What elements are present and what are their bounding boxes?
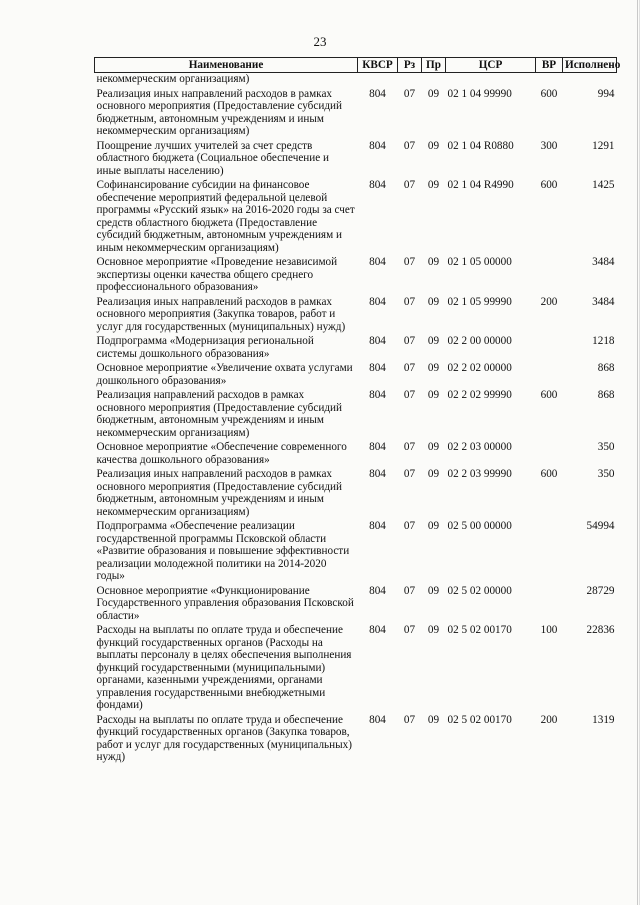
- table-row: [95, 73, 617, 87]
- cell-executed: 868: [597, 362, 615, 374]
- header-csr: ЦСР: [446, 58, 536, 73]
- cell-executed: 3484: [592, 295, 615, 308]
- cell-rz: 07: [403, 139, 416, 152]
- cell-kvsr: 804: [369, 624, 386, 636]
- cell-name: Подпрограмма «Обеспечение реализации государственной программы Псковской области «Развитие образования и повышение эффективности реализации молодежной политики на 2014-2020 годы»: [96, 520, 350, 582]
- cell-name: Расходы на выплаты по оплате труда и обеспечение функций государственных органов (Расходы на выплаты персоналу в целях обеспечения выполнения функций государственными (муниципальными) органами, казенными учреждениями, органами управления государственными внебюджетными фондами): [96, 624, 352, 711]
- cell-rz: 07: [403, 441, 416, 453]
- cell-csr: 02 2 02 99990: [447, 389, 512, 401]
- cell-rz: 07: [403, 335, 416, 347]
- cell-vr: 100: [540, 624, 558, 636]
- cell-csr: 02 5 02 00000: [447, 584, 512, 597]
- cell-vr: 300: [540, 139, 558, 152]
- cell-pr: 09: [427, 179, 440, 191]
- cell-executed: 350: [597, 468, 615, 480]
- cell-rz: 07: [403, 624, 416, 636]
- cell-name: Основное мероприятие «Увеличение охвата услугами дошкольного образования»: [96, 362, 353, 387]
- cell-name: Основное мероприятие «Функционирование Государственного управления образования Псковской области»: [96, 584, 354, 622]
- table-row: [95, 584, 617, 624]
- header-name: Наименование: [95, 58, 358, 73]
- cell-kvsr: 804: [369, 139, 386, 152]
- header-pr: Пр: [422, 58, 446, 73]
- cell-kvsr: 804: [369, 441, 386, 453]
- cell-csr: [446, 73, 536, 87]
- table-row: [95, 255, 617, 295]
- cell-rz: 07: [403, 713, 416, 726]
- cell-pr: 09: [427, 584, 440, 597]
- cell-executed: 1319: [592, 713, 615, 726]
- cell-pr: 09: [427, 713, 440, 726]
- cell-csr: 02 1 04 R0880: [447, 139, 514, 152]
- cell-csr: 02 1 04 R4990: [447, 179, 514, 191]
- cell-rz: 07: [403, 179, 416, 191]
- cell-rz: 07: [403, 584, 416, 597]
- cell-csr: 02 2 02 00000: [447, 362, 512, 374]
- header-rz: Рз: [398, 58, 422, 73]
- cell-kvsr: 804: [369, 584, 386, 597]
- cell-kvsr: 804: [369, 468, 386, 480]
- table-row: [95, 361, 617, 388]
- table-row: [95, 467, 617, 519]
- cell-vr: [536, 584, 563, 624]
- cell-rz: 07: [403, 87, 416, 100]
- cell-vr: 200: [540, 713, 558, 726]
- cell-vr: 600: [540, 389, 558, 401]
- cell-pr: 09: [427, 441, 440, 453]
- cell-vr: [536, 361, 563, 388]
- cell-rz: 07: [403, 362, 416, 374]
- cell-pr: 09: [427, 468, 440, 480]
- cell-csr: 02 1 05 00000: [447, 256, 512, 268]
- page-number: 23: [313, 34, 327, 49]
- cell-name: Реализация иных направлений расходов в рамках основного мероприятия (Предоставление субсидий бюджетным, автономным учреждениям и иным некоммерческим организациям): [96, 87, 342, 137]
- cell-rz: 07: [403, 256, 416, 268]
- cell-name: Поощрение лучших учителей за счет средств областного бюджета (Социальное обеспечение и иные выплаты населению): [96, 139, 330, 177]
- cell-vr: [536, 255, 563, 295]
- table-header-row: [95, 58, 617, 73]
- cell-rz: 07: [403, 295, 416, 308]
- cell-csr: 02 1 05 99990: [447, 295, 512, 308]
- table-row: [95, 623, 617, 713]
- cell-kvsr: [358, 73, 398, 87]
- cell-executed: 1218: [592, 335, 615, 347]
- table-row: [95, 87, 617, 139]
- cell-pr: [422, 73, 446, 87]
- table-row: [95, 334, 617, 361]
- header-kvsr: КВСР: [358, 58, 398, 73]
- cell-vr: [536, 73, 563, 87]
- cell-name: Реализация иных направлений расходов в рамках основного мероприятия (Закупка товаров, работ и услуг для государственных (муниципальных) нужд): [96, 295, 346, 333]
- cell-executed: [563, 73, 617, 87]
- cell-vr: [536, 334, 563, 361]
- cell-executed: 28729: [586, 584, 615, 597]
- cell-pr: 09: [427, 624, 440, 636]
- cell-kvsr: 804: [369, 520, 386, 532]
- table-row: [95, 178, 617, 255]
- cell-vr: 600: [540, 87, 558, 100]
- cell-executed: 3484: [592, 256, 615, 268]
- cell-executed: 22836: [586, 624, 615, 636]
- cell-executed: 994: [597, 87, 615, 100]
- cell-name: Расходы на выплаты по оплате труда и обеспечение функций государственных органов (Закупка товаров, работ и услуг для государственных (муниципальных) нужд): [96, 713, 352, 763]
- cell-executed: 868: [597, 389, 615, 401]
- cell-kvsr: 804: [369, 179, 386, 191]
- cell-rz: 07: [403, 389, 416, 401]
- scan-edge: [637, 0, 638, 905]
- cell-name: Основное мероприятие «Проведение независимой экспертизы оценки качества общего среднего профессионального образования»: [96, 256, 338, 293]
- cell-executed: 1425: [592, 179, 615, 191]
- cell-pr: 09: [427, 335, 440, 347]
- cell-kvsr: 804: [369, 295, 386, 308]
- cell-kvsr: 804: [369, 389, 386, 401]
- cell-csr: 02 2 03 00000: [447, 441, 512, 453]
- cell-vr: 600: [540, 468, 558, 480]
- cell-pr: 09: [427, 256, 440, 268]
- cell-rz: 07: [403, 520, 416, 532]
- cell-csr: 02 5 02 00170: [447, 624, 512, 636]
- cell-vr: 200: [540, 295, 558, 308]
- cell-kvsr: 804: [369, 335, 386, 347]
- header-vr: ВР: [536, 58, 563, 73]
- cell-csr: 02 2 03 99990: [447, 468, 512, 480]
- cell-csr: 02 2 00 00000: [447, 335, 512, 347]
- cell-pr: 09: [427, 520, 440, 532]
- table-row: [95, 440, 617, 467]
- table-row: [95, 388, 617, 440]
- cell-pr: 09: [427, 389, 440, 401]
- cell-csr: 02 5 00 00000: [447, 520, 512, 532]
- cell-name: некоммерческим организациям): [96, 73, 250, 85]
- cell-name: Реализация иных направлений расходов в рамках основного мероприятия (Предоставление субсидий бюджетным, автономным учреждениям и иным некоммерческим организациям): [96, 468, 342, 518]
- table-row: [95, 139, 617, 179]
- cell-kvsr: 804: [369, 256, 386, 268]
- cell-name: Реализация направлений расходов в рамках основного мероприятия (Предоставление субсидий бюджетным, автономным учреждениям и иным некоммерческим организациям): [96, 389, 342, 439]
- cell-csr: 02 1 04 99990: [447, 87, 512, 100]
- cell-pr: 09: [427, 87, 440, 100]
- cell-csr: 02 5 02 00170: [447, 713, 512, 726]
- cell-rz: 07: [403, 468, 416, 480]
- table-row: [95, 295, 617, 335]
- cell-vr: [536, 440, 563, 467]
- header-executed: Исполнено: [563, 58, 617, 73]
- cell-pr: 09: [427, 295, 440, 308]
- cell-rz: [398, 73, 422, 87]
- budget-table: [94, 57, 621, 765]
- cell-vr: 600: [540, 179, 558, 191]
- cell-kvsr: 804: [369, 713, 386, 726]
- cell-executed: 350: [597, 441, 615, 453]
- cell-executed: 1291: [592, 139, 615, 152]
- cell-name: Подпрограмма «Модернизация региональной системы дошкольного образования»: [96, 335, 314, 360]
- cell-kvsr: 804: [369, 87, 386, 100]
- cell-kvsr: 804: [369, 362, 386, 374]
- cell-vr: [536, 519, 563, 584]
- cell-pr: 09: [427, 139, 440, 152]
- cell-executed: 54994: [586, 520, 615, 532]
- cell-pr: 09: [427, 362, 440, 374]
- table-row: [95, 519, 617, 584]
- cell-name: Основное мероприятие «Обеспечение современного качества дошкольного образования»: [96, 441, 347, 466]
- cell-name: Софинансирование субсидии на финансовое обеспечение мероприятий федеральной целевой программы «Русский язык» на 2016-2020 годы за счет средств областного бюджета (Предоставление субсидий бюджетным, автономным учреждениям и иным некоммерческим организациям): [96, 179, 355, 254]
- table-row: [95, 713, 617, 765]
